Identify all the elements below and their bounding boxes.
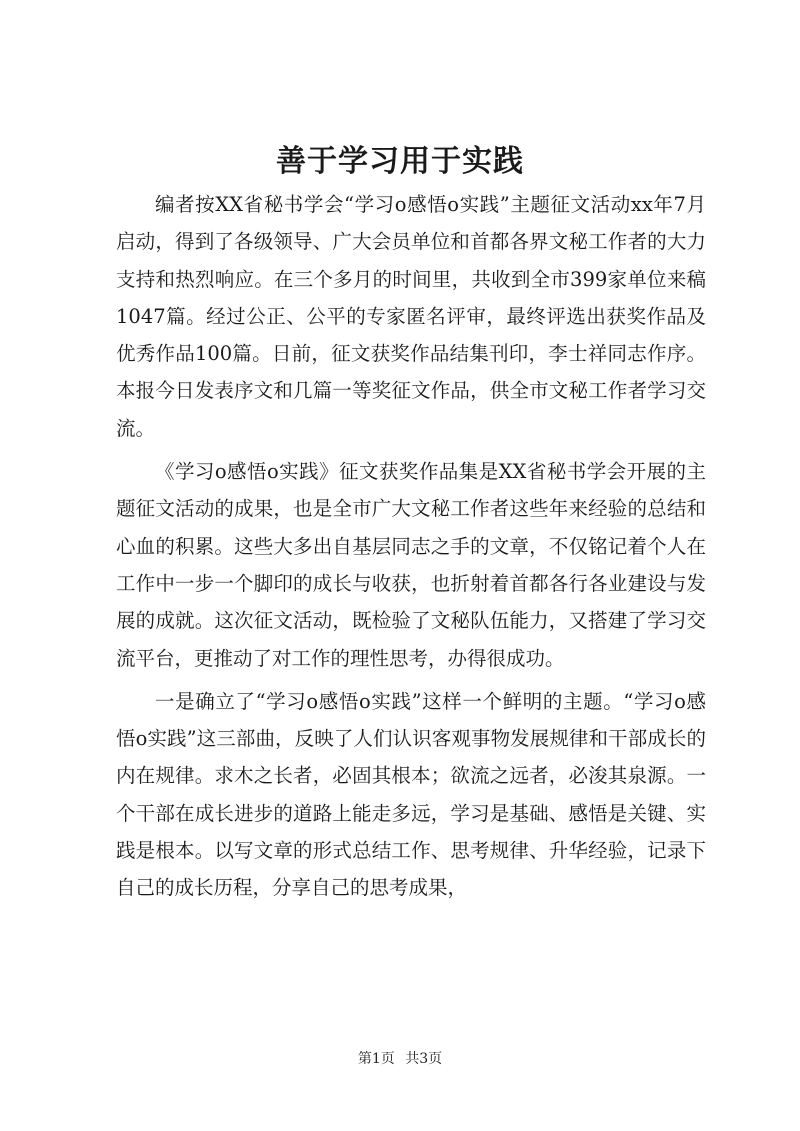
paragraph-editor-note: 编者按XX省秘书学会“学习o感悟o实践”主题征文活动xx年7月启动，得到了各级领导、广大会员单位和首都各界文秘工作者的大力支持和热烈响应。在三个多月的时间里，共收到全市399家单位来稿1047篇。经过公正、公平的专家匿名评审，最终评选出获奖作品及优秀作品100篇。日前，征文获奖作品结集刊印，李士祥同志作序。本报今日发表序文和几篇一等奖征文作品，供全市文秘工作者学习交流。	[116, 193, 706, 440]
paragraph-theme: 一是确立了“学习o感悟o实践”这样一个鲜明的主题。“学习o感悟o实践”这三部曲，反映了人们认识客观事物发展规律和干部成长的内在规律。求木之长者，必固其根本；欲流之远者，必浚其泉源。一个干部在成长进步的道路上能走多远，学习是基础、感悟是关键、实践是根本。以写文章的形式总结工作、思考规律、升华经验，记录下自己的成长历程，分享自己的思考成果，	[116, 689, 706, 900]
page-footer	[0, 1048, 800, 1068]
paragraph-collection-intro: 《学习o感悟o实践》征文获奖作品集是XX省秘书学会开展的主题征文活动的成果，也是全市广大文秘工作者这些年来经验的总结和心血的积累。这些大多出自基层同志之手的文章，不仅铭记着个人在工作中一步一个脚印的成长与收获，也折射着首都各行各业建设与发展的成就。这次征文活动，既检验了文秘队伍能力，又搭建了学习交流平台，更推动了对工作的理性思考，办得很成功。	[116, 460, 706, 670]
page-total: 共3页	[405, 1051, 443, 1067]
page-number: 第1页	[357, 1051, 395, 1067]
document-body	[116, 186, 706, 913]
document-title: 善于学习用于实践	[276, 144, 524, 179]
